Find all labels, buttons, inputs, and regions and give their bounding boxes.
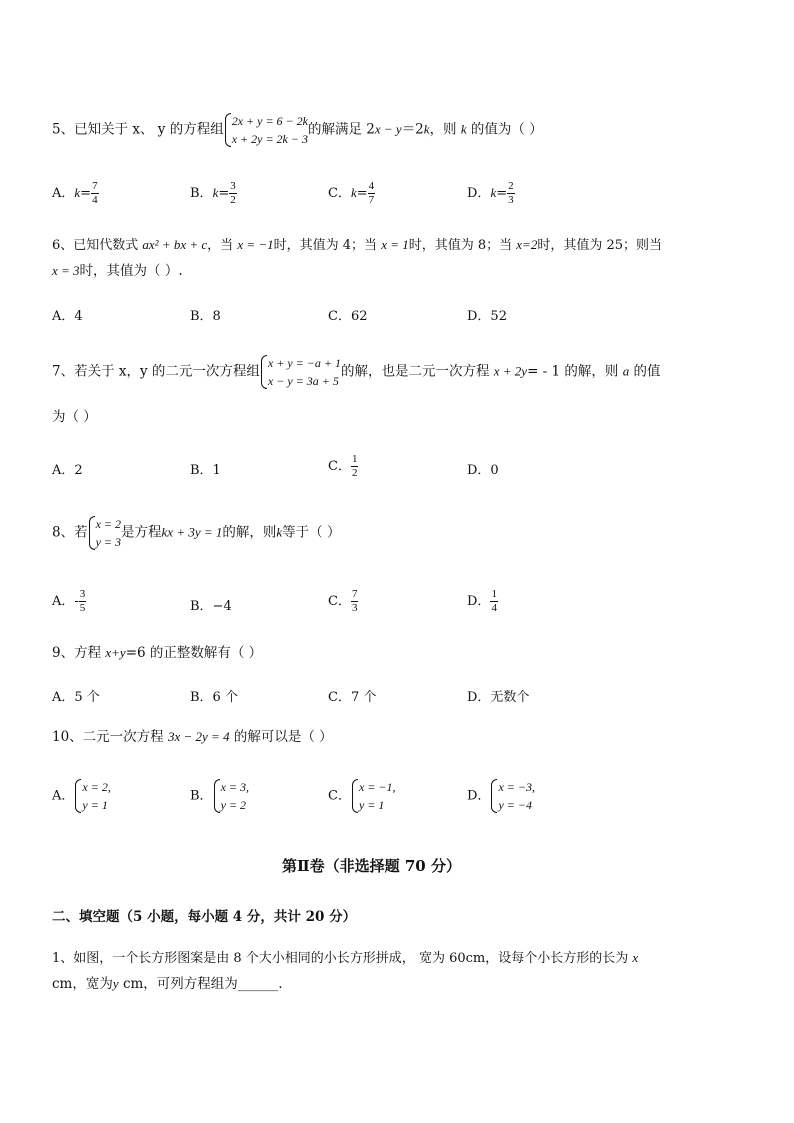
fraction-denominator: 3 [351, 602, 358, 614]
q5-option-b[interactable] [190, 180, 237, 207]
q8-text: 等于（ ） [282, 524, 341, 541]
q10-option-a[interactable] [52, 778, 111, 814]
fraction-numerator: 7 [92, 180, 98, 192]
option-equation-system [351, 778, 396, 814]
option-fraction [368, 180, 376, 207]
fraction-numerator: 3 [230, 180, 236, 192]
q8-option-c[interactable] [328, 588, 358, 615]
option-eq: = [496, 186, 508, 201]
q5-eq-1: 2x + y = 6 − 2k [231, 114, 308, 128]
option-eq: = [80, 186, 92, 201]
fill1-text: cm，可列方程组为______. [118, 976, 283, 992]
option-equation-system [74, 778, 110, 814]
q5-suffix-c: ＝2 [401, 121, 424, 138]
q5-option-c[interactable] [328, 180, 375, 207]
q6-text: ，当 [207, 238, 238, 253]
q6-option-d[interactable]: D．52 [467, 309, 507, 324]
q9-expression: x+y [105, 645, 126, 660]
q8-option-a[interactable] [52, 588, 86, 615]
question-9 [52, 643, 262, 663]
option-fraction [229, 180, 237, 207]
q7-variable: a [622, 363, 630, 379]
q10-option-b[interactable] [190, 778, 249, 814]
q7-expression: x + 2y [493, 363, 528, 379]
q6-option-a[interactable]: A．4 [52, 309, 83, 324]
q8-prefix: 8、若 [52, 524, 88, 541]
option-label: A． [52, 186, 75, 201]
q9-option-b[interactable]: B．6 个 [190, 690, 238, 705]
q7-equation-system [260, 354, 341, 390]
fraction-denominator: 2 [230, 194, 236, 206]
q6-condition: x=2 [516, 237, 538, 252]
option-var: k [74, 185, 81, 200]
fraction-denominator: 5 [79, 602, 86, 614]
option-eq-1: x = −3, [498, 780, 535, 794]
section-subtitle: 二、填空题（5 小题，每小题 4 分，共计 20 分） [52, 909, 357, 925]
q8-equation-system [88, 515, 121, 551]
option-label: C． [328, 594, 351, 609]
q5-suffix-d: k [423, 121, 430, 137]
q9-prefix: 9、方程 [52, 645, 106, 661]
option-label: C． [328, 459, 351, 474]
option-fraction [507, 180, 515, 207]
option-label: B． [190, 788, 213, 804]
option-label: A． [52, 788, 75, 804]
q6-text: 时，其值为（ ）. [79, 263, 183, 279]
q7-option-d[interactable]: D．0 [467, 463, 499, 478]
q7-eq-2: x − y = 3a + 5 [267, 374, 339, 388]
q9-text: =6 的正整数解有（ ） [125, 645, 263, 661]
q6-condition: x = 3 [52, 263, 80, 278]
fraction-denominator: 2 [351, 467, 358, 479]
option-var: k [350, 185, 357, 200]
option-eq-2: y = 1 [82, 798, 108, 812]
q10-option-c[interactable] [328, 778, 395, 814]
fraction-numerator: 7 [351, 588, 358, 600]
q6-condition: x = −1 [237, 237, 274, 252]
option-fraction [351, 588, 359, 615]
q7-eq-1: x + y = −a + 1 [267, 356, 341, 370]
question-8 [52, 515, 340, 551]
q8-option-b[interactable]: B．−4 [190, 599, 232, 614]
fill-question-1-line-1 [52, 948, 638, 969]
fraction-denominator: 7 [368, 194, 375, 206]
q9-option-c[interactable]: C．7 个 [328, 690, 377, 705]
fraction-numerator: 3 [79, 588, 86, 600]
q5-suffix-b: x − y [374, 121, 402, 137]
q6-option-b[interactable]: B．8 [190, 309, 221, 324]
q7-prefix: 7、若关于 x，y 的二元一次方程组 [52, 363, 260, 380]
option-equation-system [490, 778, 535, 814]
q5-eq-2: x + 2y = 2k − 3 [231, 132, 308, 146]
question-7-line-2: 为（ ） [52, 409, 97, 425]
option-fraction [351, 453, 359, 480]
q8-eq-2: y = 3 [95, 535, 122, 549]
q8-expression: kx + 3y = 1 [161, 524, 223, 540]
q5-suffix-f: k [460, 121, 467, 137]
option-eq-2: y = −4 [498, 798, 532, 812]
option-fraction [79, 588, 87, 615]
option-label: D． [467, 186, 491, 201]
q7-option-b[interactable]: B．1 [190, 463, 221, 478]
q5-option-d[interactable] [467, 180, 515, 207]
option-eq: = [356, 186, 368, 201]
option-eq-1: x = 2, [82, 780, 111, 794]
option-equation-system [213, 778, 249, 814]
fraction-denominator: 4 [491, 602, 497, 614]
q6-text: 时，其值为 8；当 [408, 238, 517, 253]
q5-suffix-g: 的值为（ ） [466, 121, 543, 138]
option-fraction [490, 588, 498, 615]
q6-text: 时，其值为 25；则当 [537, 238, 663, 253]
fraction-numerator: 1 [351, 453, 358, 465]
fill1-text: cm，宽为 [52, 976, 113, 992]
question-5 [52, 112, 543, 148]
q6-option-c[interactable]: C．62 [328, 309, 368, 324]
option-label: C． [328, 186, 351, 201]
question-6-line-2 [52, 261, 183, 281]
option-label: A．- [52, 594, 79, 609]
option-label: C． [328, 788, 351, 804]
fraction-denominator: 3 [508, 194, 514, 206]
option-eq-1: x = −1, [358, 780, 396, 794]
q5-prefix: 5、已知关于 x、 y 的方程组 [52, 121, 224, 138]
option-label: D． [467, 594, 491, 609]
option-eq-2: y = 1 [358, 798, 385, 812]
q9-option-a[interactable]: A．5 个 [52, 690, 100, 705]
question-6-line-1 [52, 235, 662, 256]
fraction-numerator: 2 [508, 180, 514, 192]
fill1-variable-y: y [112, 976, 119, 991]
option-label: D． [467, 788, 491, 804]
q7-option-c[interactable] [328, 453, 358, 480]
q9-option-d[interactable]: D．无数个 [467, 690, 530, 705]
q8-variable: k [276, 524, 283, 540]
fill1-variable-x: x [632, 950, 639, 965]
q6-text: 6、已知代数式 [52, 238, 143, 253]
question-7 [52, 354, 661, 390]
q8-eq-1: x = 2 [95, 517, 122, 531]
q7-text: 的值 [629, 363, 661, 380]
option-eq-1: x = 3, [220, 780, 249, 794]
q6-expression: ax² + bx + c [142, 237, 208, 252]
option-eq-2: y = 2 [220, 798, 246, 812]
option-eq: = [218, 186, 230, 201]
q8-text: 的解，则 [222, 524, 277, 541]
fraction-denominator: 4 [92, 194, 98, 206]
q5-equation-system [224, 112, 308, 148]
option-var: k [212, 185, 219, 200]
fraction-numerator: 1 [491, 588, 497, 600]
q5-suffix-a: 的解满足 2 [307, 121, 375, 138]
q7-text: = - 1 的解，则 [527, 363, 623, 380]
fill1-text: 1、如图，一个长方形图案是由 8 个大小相同的小长方形拼成， 宽为 60cm，设每个小长方形的长为 [52, 951, 633, 966]
q8-text: 是方程 [121, 524, 162, 541]
q10-prefix: 10、二元一次方程 [52, 729, 168, 745]
fraction-numerator: 4 [368, 180, 375, 192]
q5-suffix-e: ，则 [429, 121, 461, 138]
q6-condition: x = 1 [381, 237, 409, 252]
option-var: k [490, 185, 497, 200]
q5-option-a[interactable] [52, 180, 99, 207]
q6-text: 时，其值为 4；当 [273, 238, 382, 253]
q10-text: 的解可以是（ ） [229, 729, 333, 745]
q10-option-d[interactable] [467, 778, 535, 814]
section-title: 第Ⅱ卷（非选择题 70 分） [282, 857, 461, 875]
question-10 [52, 727, 333, 747]
q10-expression: 3x − 2y = 4 [167, 729, 230, 744]
q8-option-d[interactable] [467, 588, 498, 615]
option-label: B． [190, 186, 213, 201]
q7-option-a[interactable]: A．2 [52, 463, 83, 478]
option-fraction [91, 180, 99, 207]
q7-text: 的解，也是二元一次方程 [340, 363, 494, 380]
fill-question-1-line-2 [52, 974, 283, 994]
